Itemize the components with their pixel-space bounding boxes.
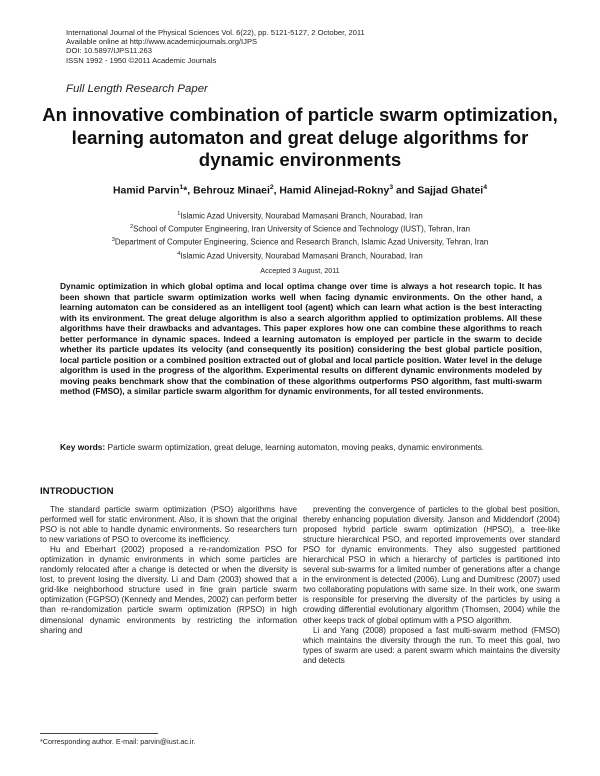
affiliation-line: $^2$School of Computer Engineering, Iran University of Science and Technology (IUST), Tehran, Iran: [129, 224, 471, 234]
keywords-label: Key words:: [60, 442, 106, 452]
author-sep: *,: [183, 185, 194, 197]
journal-header: [66, 28, 365, 65]
author-sup: 3: [389, 184, 394, 191]
author-name: Sajjad Ghatei: [417, 185, 484, 197]
abstract: Dynamic optimization in which global optima and local optima change over time is always a hot research topic. It has been shown that particle swarm optimization works well when facing dynamic environments. On the other hand, a learning automaton can be considered as an intelligent tool (agent) which can learn what action is the best interacting with its environment. The great deluge algorithm is also a search algorithm applied to optimization problems. All these algorithms have their drawbacks and advantages. This paper explores how one can combine these algorithms to reach better performance in dynamic spaces. Indeed a learning automaton is employed per particle in the swarm to decide whether its particle updates its velocity (and consequently its position) considering the best global particle position, local particle position or a combined position extracted out of global and local particle position. Water level in the deluge algorithm is used in the progress of the algorithm. Experimental results on different dynamic environments modeled by moving peaks benchmark show that the combination of these algorithms outperforms PSO algorithm, fast multi-swarm method (FMSO), a similar particle swarm algorithm for dynamic environments, for all tested environments.: [60, 281, 542, 397]
footnote-divider: [40, 733, 158, 734]
accepted-date: Accepted 3 August, 2011: [260, 266, 340, 275]
paragraph: Hu and Eberhart (2002) proposed a re-randomization PSO for optimization in dynamic environments in which some particles are randomly relocated after a change is detected or when the diversity is lost, to prevent losing the diversity. Li and Dam (2003) showed that a grid-like neighborhood structure used in fine grain particle swarm optimization (FGPSO) (Kennedy and Mendes, 2002) can perform better than re-randomization particle swarm optimization (RPSO) in high dimensional dynamic environments by restricting the information sharing and: [40, 545, 297, 635]
right-column: [303, 505, 560, 751]
journal-issn: ISSN 1992 - 1950 ©2011 Academic Journals: [66, 55, 217, 65]
paragraph: Li and Yang (2008) proposed a fast multi-swarm method (FMSO) which maintains the diversity through the run. To meet this goal, two types of swarm are used: a parent swarm which maintains the diversity and detects: [303, 625, 560, 665]
journal-url: Available online at http://www.academicjournals.org/IJPS: [66, 37, 258, 47]
affiliations: [40, 209, 560, 262]
journal-doi: DOI: 10.5897/IJPS11.263: [66, 46, 152, 56]
author-sup: 4: [483, 184, 487, 191]
author-name: Hamid Alinejad-Rokny: [279, 185, 390, 197]
footnote: *Corresponding author. E-mail: parvin@iust.ac.ir.: [40, 737, 196, 746]
journal-citation: International Journal of the Physical Sciences Vol. 6(22), pp. 5121-5127, 2 October, 2011: [66, 28, 365, 37]
author-sep: ,: [273, 185, 280, 197]
keywords: [60, 442, 542, 453]
keywords-text: Particle swarm optimization, great deluge, learning automaton, moving peaks, dynamic environments.: [107, 442, 485, 452]
left-column: [40, 505, 297, 723]
paper-type: Full Length Research Paper: [66, 83, 208, 95]
affiliation-line: $^3$Department of Computer Engineering, Science and Research Branch, Islamic Azad University, Tehran, Iran: [111, 237, 489, 248]
paragraph: The standard particle swarm optimization (PSO) algorithms have performed well for static environment. Also, it is shown that the original PSO is not able to handle dynamic environments. So researchers turn to new variations of PSO to overcome its inefficiency.: [40, 505, 297, 545]
author-sup: 2: [269, 184, 274, 191]
affiliation-line: $^1$Islamic Azad University, Nourabad Mamasani Branch, Nourabad, Iran: [177, 211, 423, 221]
paragraph: preventing the convergence of particles to the global best position, thereby enhancing population diversity. Janson and Middendorf (2004) proposed hybrid particle swarm optimization (HPSO), a tree-like structure hierarchical PSO, and reported improvements over standard PSO for dynamic environments. They also suggested partitioned hierarchical PSO in which a hierarchy of particles is partitioned into several sub-swarms for a limited number of generations after a change in the environment is detected (2006). Lung and Dumitresc (2007) used two collaborating populations with same size. In their work, one swarm is responsible for preserving the diversity of the particles by using a crowding differential evolutionary algorithm (Thomsen, 2004) while the other keeps track of global optimum with a PSO algorithm.: [303, 505, 560, 625]
paper-title: An innovative combination of particle swarm optimization, learning automaton and great deluge algorithms for dynamic environments: [42, 104, 558, 170]
author-sep: and: [393, 185, 418, 197]
author-name: Hamid Parvin: [113, 185, 180, 197]
affiliation-line: $^4$Islamic Azad University, Nourabad Mamasani Branch, Nourabad, Iran: [177, 250, 423, 261]
section-heading: INTRODUCTION: [40, 486, 114, 497]
author-name: Behrouz Minaei: [193, 185, 270, 197]
author-list: [40, 184, 560, 196]
author-sup: 1: [179, 184, 184, 191]
